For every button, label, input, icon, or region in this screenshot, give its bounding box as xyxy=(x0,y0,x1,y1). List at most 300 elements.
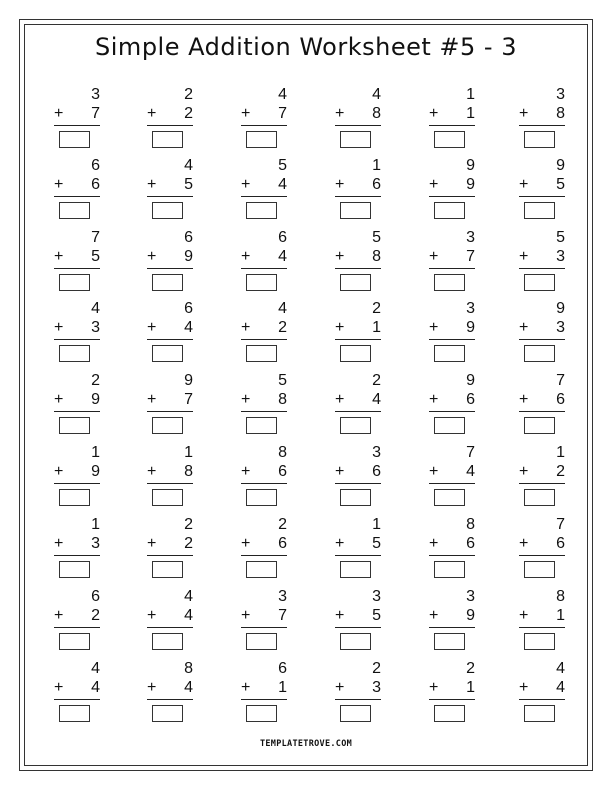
sum-rule-line xyxy=(147,268,193,269)
addition-problem xyxy=(335,229,385,293)
answer-box[interactable] xyxy=(340,561,371,578)
addend-top: 6 xyxy=(278,660,287,677)
addend-bottom: 7 xyxy=(466,248,475,265)
answer-box[interactable] xyxy=(434,417,465,434)
addend-top: 1 xyxy=(91,516,100,533)
addition-problem xyxy=(241,157,291,221)
sum-rule-line xyxy=(54,699,100,700)
plus-sign: + xyxy=(335,463,345,480)
plus-sign: + xyxy=(335,105,345,122)
answer-box[interactable] xyxy=(340,131,371,148)
plus-sign: + xyxy=(54,248,64,265)
addend-top: 3 xyxy=(556,86,565,103)
answer-box[interactable] xyxy=(434,705,465,722)
addend-bottom: 7 xyxy=(91,105,100,122)
addend-top: 5 xyxy=(278,372,287,389)
addition-problem xyxy=(335,444,385,508)
addition-problem xyxy=(241,516,291,580)
answer-box[interactable] xyxy=(152,202,183,219)
addend-top: 8 xyxy=(278,444,287,461)
sum-rule-line xyxy=(519,411,565,412)
sum-rule-line xyxy=(519,699,565,700)
addition-problem xyxy=(519,588,569,652)
addition-problem xyxy=(335,588,385,652)
answer-box[interactable] xyxy=(152,274,183,291)
addend-bottom: 1 xyxy=(278,679,287,696)
plus-sign: + xyxy=(54,391,64,408)
addend-bottom: 3 xyxy=(556,319,565,336)
addition-problem xyxy=(54,588,104,652)
plus-sign: + xyxy=(519,535,529,552)
addend-bottom: 2 xyxy=(91,607,100,624)
footer-site-credit: TEMPLATETROVE.COM xyxy=(259,739,353,749)
addend-bottom: 4 xyxy=(91,679,100,696)
addend-top: 3 xyxy=(466,300,475,317)
answer-box[interactable] xyxy=(152,131,183,148)
addend-bottom: 8 xyxy=(372,105,381,122)
addend-top: 9 xyxy=(556,300,565,317)
addend-bottom: 5 xyxy=(556,176,565,193)
addend-bottom: 9 xyxy=(466,607,475,624)
plus-sign: + xyxy=(519,391,529,408)
addend-top: 9 xyxy=(184,372,193,389)
addend-top: 2 xyxy=(372,660,381,677)
addend-top: 5 xyxy=(278,157,287,174)
sum-rule-line xyxy=(54,196,100,197)
addition-problem xyxy=(335,516,385,580)
sum-rule-line xyxy=(429,196,475,197)
plus-sign: + xyxy=(241,319,251,336)
plus-sign: + xyxy=(519,176,529,193)
answer-box[interactable] xyxy=(246,417,277,434)
answer-box[interactable] xyxy=(524,705,555,722)
addend-top: 9 xyxy=(466,372,475,389)
answer-box[interactable] xyxy=(246,561,277,578)
addition-problem xyxy=(54,516,104,580)
sum-rule-line xyxy=(429,411,475,412)
addend-bottom: 4 xyxy=(184,319,193,336)
addend-bottom: 2 xyxy=(556,463,565,480)
plus-sign: + xyxy=(147,391,157,408)
plus-sign: + xyxy=(147,535,157,552)
addition-problem xyxy=(54,86,104,150)
sum-rule-line xyxy=(147,699,193,700)
addend-top: 4 xyxy=(556,660,565,677)
sum-rule-line xyxy=(147,483,193,484)
sum-rule-line xyxy=(335,268,381,269)
addition-problem xyxy=(241,300,291,364)
answer-box[interactable] xyxy=(59,633,90,650)
answer-box[interactable] xyxy=(152,489,183,506)
addend-top: 8 xyxy=(466,516,475,533)
addition-problem xyxy=(335,86,385,150)
addend-bottom: 1 xyxy=(466,679,475,696)
worksheet-title: Simple Addition Worksheet #5 - 3 xyxy=(95,33,517,61)
plus-sign: + xyxy=(147,679,157,696)
addition-problem xyxy=(429,516,479,580)
answer-box[interactable] xyxy=(246,202,277,219)
addition-problem xyxy=(241,372,291,436)
addend-bottom: 6 xyxy=(556,391,565,408)
answer-box[interactable] xyxy=(524,489,555,506)
sum-rule-line xyxy=(429,627,475,628)
plus-sign: + xyxy=(335,176,345,193)
addend-top: 5 xyxy=(556,229,565,246)
answer-box[interactable] xyxy=(152,705,183,722)
addend-top: 7 xyxy=(466,444,475,461)
addend-bottom: 6 xyxy=(466,391,475,408)
sum-rule-line xyxy=(241,483,287,484)
sum-rule-line xyxy=(429,125,475,126)
addend-bottom: 6 xyxy=(556,535,565,552)
plus-sign: + xyxy=(54,607,64,624)
addend-bottom: 7 xyxy=(278,105,287,122)
plus-sign: + xyxy=(241,105,251,122)
answer-box[interactable] xyxy=(434,131,465,148)
answer-box[interactable] xyxy=(152,417,183,434)
answer-box[interactable] xyxy=(434,274,465,291)
sum-rule-line xyxy=(519,483,565,484)
sum-rule-line xyxy=(54,411,100,412)
addition-problem xyxy=(335,157,385,221)
addend-bottom: 1 xyxy=(556,607,565,624)
addend-bottom: 2 xyxy=(184,535,193,552)
addend-bottom: 2 xyxy=(278,319,287,336)
plus-sign: + xyxy=(429,105,439,122)
addition-problem xyxy=(429,660,479,724)
addition-problem xyxy=(335,660,385,724)
addend-top: 8 xyxy=(184,660,193,677)
answer-box[interactable] xyxy=(152,561,183,578)
plus-sign: + xyxy=(429,607,439,624)
plus-sign: + xyxy=(429,463,439,480)
plus-sign: + xyxy=(335,607,345,624)
sum-rule-line xyxy=(241,339,287,340)
sum-rule-line xyxy=(54,627,100,628)
sum-rule-line xyxy=(429,339,475,340)
plus-sign: + xyxy=(241,679,251,696)
answer-box[interactable] xyxy=(59,131,90,148)
sum-rule-line xyxy=(241,268,287,269)
sum-rule-line xyxy=(335,483,381,484)
addend-top: 3 xyxy=(91,86,100,103)
addend-top: 6 xyxy=(91,588,100,605)
addition-problem xyxy=(54,229,104,293)
plus-sign: + xyxy=(429,535,439,552)
sum-rule-line xyxy=(241,555,287,556)
addend-top: 2 xyxy=(372,372,381,389)
sum-rule-line xyxy=(241,125,287,126)
addition-problem xyxy=(519,300,569,364)
addition-problem xyxy=(147,300,197,364)
addend-bottom: 8 xyxy=(278,391,287,408)
sum-rule-line xyxy=(519,196,565,197)
sum-rule-line xyxy=(429,555,475,556)
addend-top: 4 xyxy=(372,86,381,103)
addend-top: 4 xyxy=(91,300,100,317)
plus-sign: + xyxy=(519,248,529,265)
plus-sign: + xyxy=(241,391,251,408)
addition-problem xyxy=(519,516,569,580)
addend-top: 3 xyxy=(278,588,287,605)
plus-sign: + xyxy=(519,319,529,336)
addend-bottom: 6 xyxy=(372,463,381,480)
answer-box[interactable] xyxy=(524,131,555,148)
addend-bottom: 2 xyxy=(184,105,193,122)
plus-sign: + xyxy=(429,391,439,408)
addition-problem xyxy=(519,444,569,508)
sum-rule-line xyxy=(335,555,381,556)
addition-problem xyxy=(241,86,291,150)
plus-sign: + xyxy=(241,535,251,552)
plus-sign: + xyxy=(429,176,439,193)
sum-rule-line xyxy=(241,699,287,700)
answer-box[interactable] xyxy=(246,131,277,148)
answer-box[interactable] xyxy=(246,274,277,291)
addition-problem xyxy=(519,372,569,436)
addend-bottom: 6 xyxy=(372,176,381,193)
addition-problem xyxy=(429,157,479,221)
addend-top: 2 xyxy=(372,300,381,317)
sum-rule-line xyxy=(147,196,193,197)
addend-top: 4 xyxy=(184,157,193,174)
addend-top: 1 xyxy=(466,86,475,103)
plus-sign: + xyxy=(241,463,251,480)
answer-box[interactable] xyxy=(434,561,465,578)
sum-rule-line xyxy=(54,555,100,556)
addend-top: 3 xyxy=(466,588,475,605)
answer-box[interactable] xyxy=(524,274,555,291)
addend-top: 5 xyxy=(372,229,381,246)
answer-box[interactable] xyxy=(340,705,371,722)
sum-rule-line xyxy=(241,627,287,628)
addend-bottom: 7 xyxy=(278,607,287,624)
sum-rule-line xyxy=(519,268,565,269)
addition-problem xyxy=(54,300,104,364)
plus-sign: + xyxy=(54,319,64,336)
addend-bottom: 8 xyxy=(184,463,193,480)
addend-bottom: 1 xyxy=(466,105,475,122)
plus-sign: + xyxy=(147,176,157,193)
answer-box[interactable] xyxy=(59,489,90,506)
plus-sign: + xyxy=(519,679,529,696)
plus-sign: + xyxy=(147,463,157,480)
addend-top: 7 xyxy=(556,372,565,389)
addend-top: 3 xyxy=(466,229,475,246)
addition-problem xyxy=(335,300,385,364)
plus-sign: + xyxy=(519,105,529,122)
sum-rule-line xyxy=(429,268,475,269)
plus-sign: + xyxy=(335,391,345,408)
answer-box[interactable] xyxy=(340,633,371,650)
addend-top: 2 xyxy=(466,660,475,677)
plus-sign: + xyxy=(429,679,439,696)
addend-top: 7 xyxy=(91,229,100,246)
answer-box[interactable] xyxy=(340,489,371,506)
answer-box[interactable] xyxy=(152,633,183,650)
sum-rule-line xyxy=(335,699,381,700)
addition-problem xyxy=(147,588,197,652)
answer-box[interactable] xyxy=(434,345,465,362)
answer-box[interactable] xyxy=(59,417,90,434)
addition-problem xyxy=(147,372,197,436)
addend-bottom: 6 xyxy=(278,463,287,480)
addition-problem xyxy=(519,660,569,724)
addend-top: 4 xyxy=(278,300,287,317)
plus-sign: + xyxy=(335,535,345,552)
addend-bottom: 6 xyxy=(278,535,287,552)
addend-bottom: 9 xyxy=(466,319,475,336)
addend-top: 4 xyxy=(278,86,287,103)
sum-rule-line xyxy=(335,125,381,126)
plus-sign: + xyxy=(519,607,529,624)
answer-box[interactable] xyxy=(524,417,555,434)
answer-box[interactable] xyxy=(246,489,277,506)
answer-box[interactable] xyxy=(524,345,555,362)
addition-problem xyxy=(147,157,197,221)
sum-rule-line xyxy=(147,555,193,556)
answer-box[interactable] xyxy=(434,202,465,219)
answer-box[interactable] xyxy=(59,705,90,722)
sum-rule-line xyxy=(335,627,381,628)
addition-problem xyxy=(147,444,197,508)
addend-top: 1 xyxy=(372,157,381,174)
answer-box[interactable] xyxy=(246,345,277,362)
addition-problem xyxy=(54,660,104,724)
answer-box[interactable] xyxy=(524,561,555,578)
plus-sign: + xyxy=(147,248,157,265)
answer-box[interactable] xyxy=(340,274,371,291)
plus-sign: + xyxy=(54,105,64,122)
answer-box[interactable] xyxy=(524,202,555,219)
addend-bottom: 5 xyxy=(184,176,193,193)
addend-bottom: 9 xyxy=(91,391,100,408)
addend-bottom: 3 xyxy=(372,679,381,696)
answer-box[interactable] xyxy=(340,202,371,219)
addend-bottom: 4 xyxy=(184,607,193,624)
answer-box[interactable] xyxy=(340,417,371,434)
answer-box[interactable] xyxy=(152,345,183,362)
addend-top: 3 xyxy=(372,444,381,461)
addition-problem xyxy=(54,444,104,508)
addend-top: 9 xyxy=(466,157,475,174)
addend-top: 7 xyxy=(556,516,565,533)
addend-top: 1 xyxy=(184,444,193,461)
answer-box[interactable] xyxy=(246,633,277,650)
addition-problem xyxy=(147,516,197,580)
addition-problem xyxy=(429,444,479,508)
sum-rule-line xyxy=(147,627,193,628)
answer-box[interactable] xyxy=(434,633,465,650)
addend-bottom: 3 xyxy=(91,535,100,552)
addend-bottom: 9 xyxy=(91,463,100,480)
addend-top: 6 xyxy=(184,229,193,246)
answer-box[interactable] xyxy=(340,345,371,362)
plus-sign: + xyxy=(54,679,64,696)
addend-bottom: 9 xyxy=(184,248,193,265)
addend-bottom: 5 xyxy=(372,535,381,552)
sum-rule-line xyxy=(241,196,287,197)
sum-rule-line xyxy=(147,411,193,412)
addend-bottom: 6 xyxy=(91,176,100,193)
addend-bottom: 3 xyxy=(556,248,565,265)
sum-rule-line xyxy=(241,411,287,412)
sum-rule-line xyxy=(54,125,100,126)
addend-bottom: 4 xyxy=(184,679,193,696)
sum-rule-line xyxy=(335,196,381,197)
plus-sign: + xyxy=(519,463,529,480)
plus-sign: + xyxy=(54,535,64,552)
addend-bottom: 7 xyxy=(184,391,193,408)
addition-problem xyxy=(241,229,291,293)
sum-rule-line xyxy=(519,555,565,556)
answer-box[interactable] xyxy=(434,489,465,506)
addend-top: 8 xyxy=(556,588,565,605)
plus-sign: + xyxy=(429,248,439,265)
sum-rule-line xyxy=(429,699,475,700)
sum-rule-line xyxy=(54,339,100,340)
plus-sign: + xyxy=(147,319,157,336)
sum-rule-line xyxy=(54,268,100,269)
addition-problem xyxy=(519,157,569,221)
addend-top: 4 xyxy=(184,588,193,605)
plus-sign: + xyxy=(335,248,345,265)
addition-problem xyxy=(519,86,569,150)
plus-sign: + xyxy=(241,607,251,624)
addend-bottom: 8 xyxy=(556,105,565,122)
answer-box[interactable] xyxy=(59,561,90,578)
addition-problem xyxy=(241,660,291,724)
addition-problem xyxy=(335,372,385,436)
plus-sign: + xyxy=(147,607,157,624)
addend-top: 1 xyxy=(556,444,565,461)
addend-bottom: 4 xyxy=(556,679,565,696)
plus-sign: + xyxy=(54,463,64,480)
addition-problem xyxy=(429,300,479,364)
addend-bottom: 1 xyxy=(372,319,381,336)
plus-sign: + xyxy=(147,105,157,122)
addend-bottom: 4 xyxy=(466,463,475,480)
addend-top: 1 xyxy=(91,444,100,461)
addend-bottom: 3 xyxy=(91,319,100,336)
addend-top: 2 xyxy=(184,86,193,103)
answer-box[interactable] xyxy=(524,633,555,650)
addend-bottom: 4 xyxy=(372,391,381,408)
addend-top: 2 xyxy=(278,516,287,533)
answer-box[interactable] xyxy=(59,274,90,291)
addend-bottom: 5 xyxy=(91,248,100,265)
sum-rule-line xyxy=(519,627,565,628)
addend-top: 3 xyxy=(372,588,381,605)
addend-top: 4 xyxy=(91,660,100,677)
plus-sign: + xyxy=(335,679,345,696)
addition-problem xyxy=(429,229,479,293)
answer-box[interactable] xyxy=(246,705,277,722)
addition-problem xyxy=(54,372,104,436)
addition-problem xyxy=(519,229,569,293)
sum-rule-line xyxy=(429,483,475,484)
addend-top: 6 xyxy=(184,300,193,317)
addend-bottom: 4 xyxy=(278,248,287,265)
answer-box[interactable] xyxy=(59,202,90,219)
answer-box[interactable] xyxy=(59,345,90,362)
sum-rule-line xyxy=(335,411,381,412)
addend-top: 9 xyxy=(556,157,565,174)
plus-sign: + xyxy=(54,176,64,193)
sum-rule-line xyxy=(147,125,193,126)
addend-top: 1 xyxy=(372,516,381,533)
addition-problem xyxy=(54,157,104,221)
